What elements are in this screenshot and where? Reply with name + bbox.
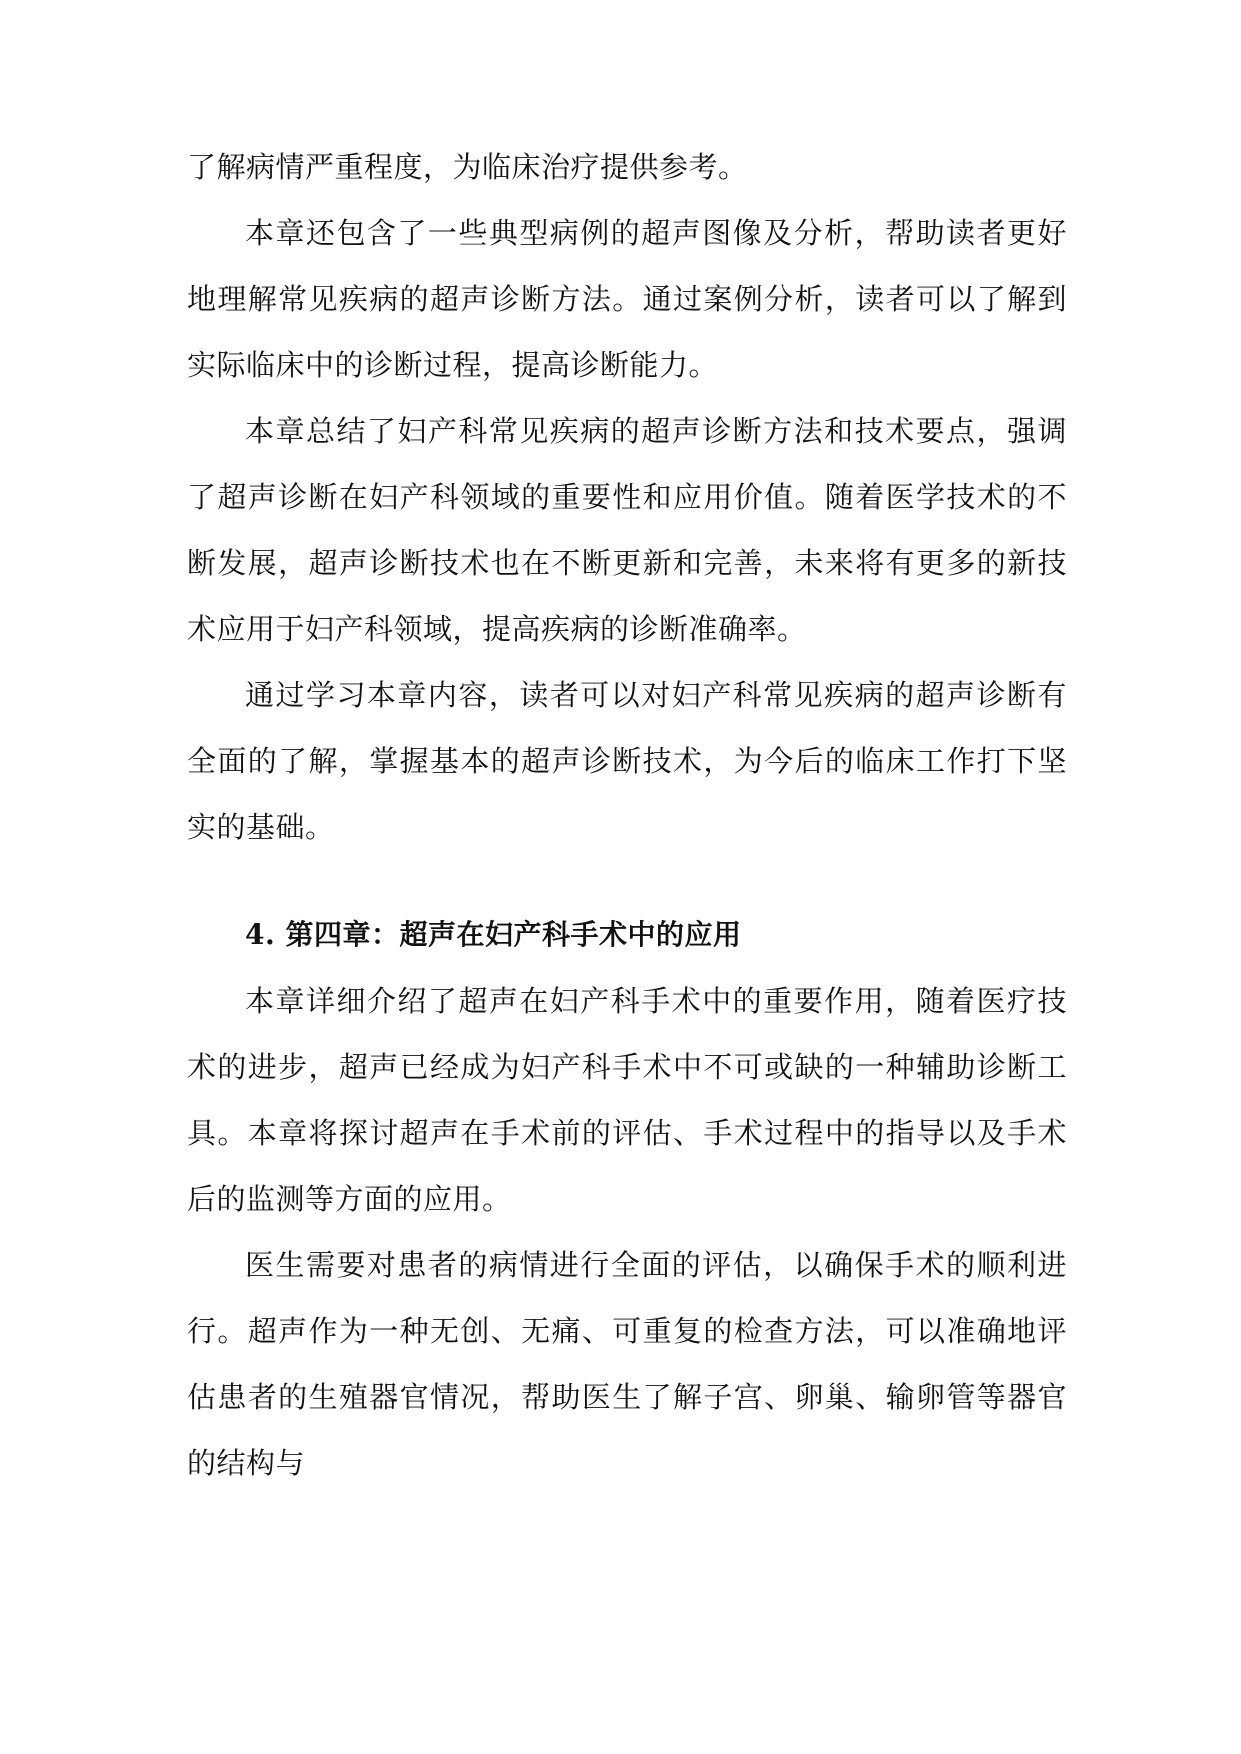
paragraph-preoperative-assessment: 医生需要对患者的病情进行全面的评估，以确保手术的顺利进行。超声作为一种无创、无痛、可重复的检查方法，可以准确地评估患者的生殖器官情况，帮助医生了解子宫、卵巢、输卵管等器官的结构与 <box>187 1248 1067 1480</box>
paragraph-continued: 了解病情严重程度，为临床治疗提供参考。 <box>187 150 748 184</box>
paragraph-case-analysis: 本章还包含了一些典型病例的超声图像及分析，帮助读者更好地理解常见疾病的超声诊断方法。通过案例分析，读者可以了解到实际临床中的诊断过程，提高诊断能力。 <box>187 216 1067 382</box>
paragraph-chapter-summary: 本章总结了妇产科常见疾病的超声诊断方法和技术要点，强调了超声诊断在妇产科领域的重要性和应用价值。随着医学技术的不断发展，超声诊断技术也在不断更新和完善，未来将有更多的新技术应用于妇产科领域，提高疾病的诊断准确率。 <box>187 414 1067 646</box>
page-content <box>187 134 1067 1496</box>
paragraph-chapter-intro: 本章详细介绍了超声在妇产科手术中的重要作用，随着医疗技术的进步，超声已经成为妇产科手术中不可或缺的一种辅助诊断工具。本章将探讨超声在手术前的评估、手术过程中的指导以及手术后的监测等方面的应用。 <box>187 984 1067 1216</box>
paragraph-learning-outcome: 通过学习本章内容，读者可以对妇产科常见疾病的超声诊断有全面的了解，掌握基本的超声诊断技术，为今后的临床工作打下坚实的基础。 <box>187 678 1067 844</box>
chapter-heading: 4. 第四章：超声在妇产科手术中的应用 <box>245 918 742 951</box>
